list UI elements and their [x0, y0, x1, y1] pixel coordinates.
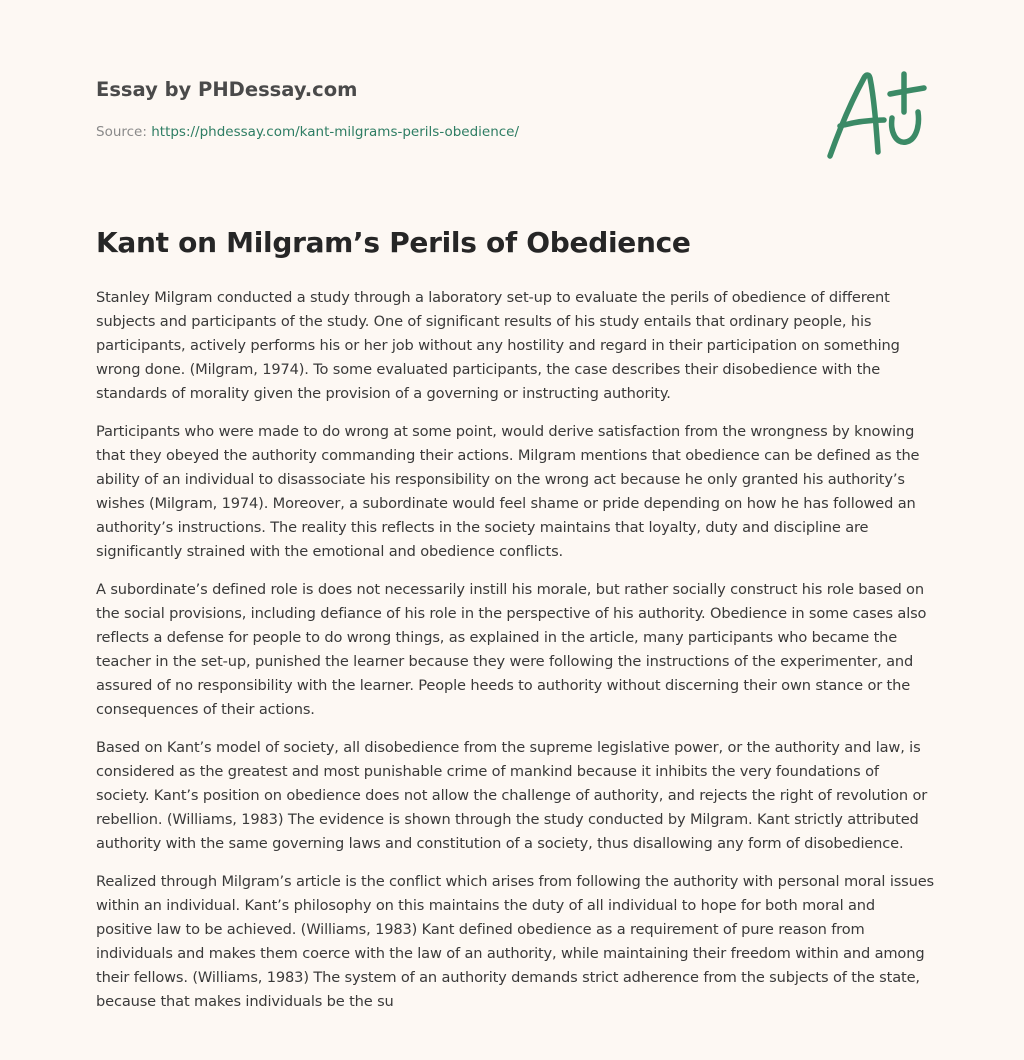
- source-label: Source:: [96, 124, 152, 140]
- paragraph: Stanley Milgram conducted a study through a laboratory set-up to evaluate the perils of obedience of different subjects and participants of the study. One of significant results of his study entails that ordinary people, his participants, actively performs his or her job without any hostility and regard in their participation on something wrong done. (Milgram, 1974). To some evaluated participants, the case describes their disobedience with the standards of morality given the provision of a governing or instructing authority.: [96, 289, 900, 402]
- site-title: Essay by PHDessay.com: [96, 78, 358, 101]
- source-link[interactable]: https://phdessay.com/kant-milgrams-perils-obedience/: [151, 124, 520, 140]
- page-header: [96, 74, 928, 164]
- paragraph: Based on Kant’s model of society, all disobedience from the supreme legislative power, or the authority and law, is considered as the greatest and most punishable crime of mankind because it inhibits the very foundations of society. Kant’s position on obedience does not allow the challenge of authority, and rejects the right of revolution or rebellion. (Williams, 1983) The evidence is shown through the study conducted by Milgram. Kant strictly attributed authority with the same governing laws and constitution of a society, thus disallowing any form of disobedience.: [96, 739, 928, 852]
- source-line: [96, 124, 519, 140]
- a-plus-logo: [822, 68, 932, 164]
- paragraph: Realized through Milgram’s article is the conflict which arises from following the authority with personal moral issues within an individual. Kant’s philosophy on this maintains the duty of all individual to hope for both moral and positive law to be achieved. (Williams, 1983) Kant defined obedience as a requirement of pure reason from individuals and makes them coerce with the law of an authority, while maintaining their freedom within and among their fellows. (Williams, 1983) The system of an authority demands strict adherence from the subjects of the state, because that makes individuals be the su: [96, 873, 934, 1010]
- paragraph: A subordinate’s defined role is does not necessarily instill his morale, but rather socially construct his role based on the social provisions, including defiance of his role in the perspective of his authority. Obedience in some cases also reflects a defense for people to do wrong things, as explained in the article, many participants who became the teacher in the set-up, punished the learner because they were following the instructions of the experimenter, and assured of no responsibility with the learner. People heeds to authority without discerning their own stance or the consequences of their actions.: [96, 581, 927, 718]
- article-title: Kant on Milgram’s Perils of Obedience: [96, 226, 691, 259]
- paragraph: Participants who were made to do wrong at some point, would derive satisfaction from the wrongness by knowing that they obeyed the authority commanding their actions. Milgram mentions that obedience can be defined as the ability of an individual to disassociate his responsibility on the wrong act because he only granted his authority’s wishes (Milgram, 1974). Moreover, a subordinate would feel shame or pride depending on how he has followed an authority’s instructions. The reality this reflects in the society maintains that loyalty, duty and discipline are significantly strained with the emotional and obedience conflicts.: [96, 423, 920, 560]
- article-body: [96, 286, 934, 1060]
